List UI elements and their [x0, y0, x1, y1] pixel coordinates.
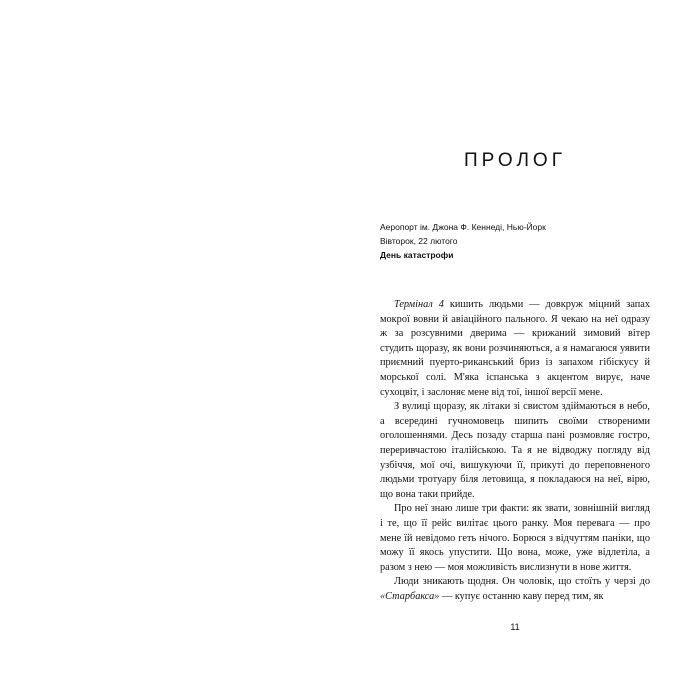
paragraph: З вулиці щоразу, як літаки зі свистом здіймаються в небо, а всередині гучномовець шипить своїми створеними оголошеннями. Десь позаду старша пані розмовляє гостро, переривчастою італійською. Та я не відводжу погляду від узбіччя, мої очі, вишукуючи її, прикуті до переповненого людьми тротуару біля летовища, я покладаюся на неї, вірю, що вона таки прийде. [380, 401, 650, 500]
paragraph: Термінал 4 кишить людьми — довкруж міцний запах мокрої вовни й авіаційного пального. Я чекаю на неї одразу ж за розсувними дверима — крижаний зимовий вітер студить щоразу, як вони розчиняються, а я намагаюся уявити приємний пуерто-риканський бриз із запахом гібіскусу й морської солі. М'яка іспанська з акцентом вирує, наче сухоцвіт, і заслоняє мене від тої, іншої версії мене. [380, 299, 650, 398]
page-content [380, 150, 650, 632]
epigraph-location: Аеропорт ім. Джона Ф. Кеннеді, Нью-Йорк [380, 222, 546, 232]
paragraph: Люди зникають щодня. Он чоловік, що стоїть у черзі до «Старбакса» — купує останню каву перед тим, як [380, 576, 650, 602]
book-page [350, 0, 700, 700]
epigraph-date: Вівторок, 22 лютого [380, 236, 458, 246]
paragraph: Про неї знаю лише три факти: як звати, зовнішній вигляд і те, що її рейс вилітає цього ранку. Моя перевага — про мене їй невідомо геть нічого. Борюся з відчуттям паніки, що можу її якось упустити. Що вона, може, уже відлетіла, а разом з нею — моя можливість вислизнути в нове життя. [380, 503, 650, 573]
body-text [380, 298, 650, 604]
chapter-title: ПРОЛОГ [463, 150, 566, 171]
page-number: 11 [510, 622, 520, 632]
epigraph-subtitle: День катастрофи [380, 250, 454, 260]
epigraph-block [380, 220, 650, 262]
